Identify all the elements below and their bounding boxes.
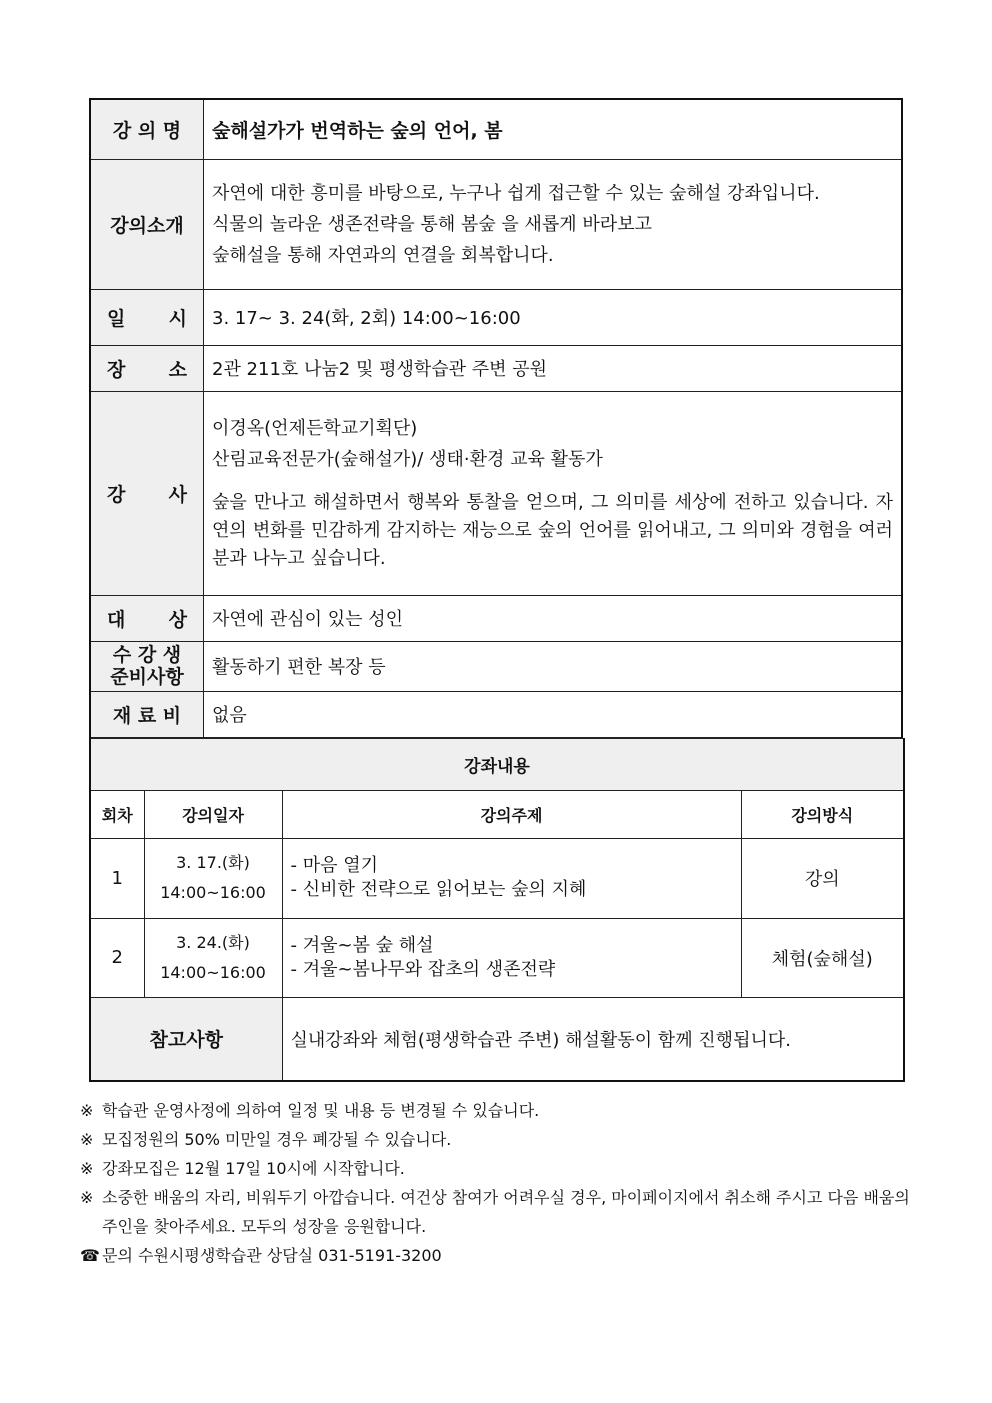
footnote-item: ※ 학습관 운영사정에 의하여 일정 및 내용 등 변경될 수 있습니다.: [80, 1096, 920, 1125]
reference-mark-icon: ※: [80, 1188, 94, 1207]
row-instructor: [90, 391, 902, 595]
course-info-table: [89, 98, 903, 738]
session-method: 체험(숲해설): [741, 918, 904, 997]
schedule-section-row: [90, 738, 904, 790]
header-topic: 강의주제: [282, 790, 741, 838]
reference-mark-icon: ※: [80, 1130, 94, 1149]
session-date: 3. 17.(화) 14:00~16:00: [144, 838, 282, 918]
date-label: 일 시: [90, 289, 204, 345]
intro-text: [204, 159, 903, 289]
header-date: 강의일자: [144, 790, 282, 838]
instructor-bio: 숲을 만나고 해설하면서 행복와 통찰을 얻으며, 그 의미를 세상에 전하고 있습니다. 자연의 변화를 민감하게 감지하는 재능으로 숲의 언어를 읽어내고, 그 의미와 경험을 여러분과 나누고 싶습니다.: [212, 492, 893, 569]
header-no: 회차: [90, 790, 144, 838]
session-no: 2: [90, 918, 144, 997]
course-title: 숲해설가가 번역하는 숲의 언어, 봄: [204, 99, 903, 159]
contact-text: 문의 수원시평생학습관 상담실 031-5191-3200: [102, 1246, 442, 1265]
schedule-table: [89, 738, 905, 1083]
reference-mark-icon: ※: [80, 1101, 94, 1120]
row-target: [90, 595, 902, 641]
fee-label: 재 료 비: [90, 691, 204, 737]
session-date: 3. 24.(화) 14:00~16:00: [144, 918, 282, 997]
prep-value: 활동하기 편한 복장 등: [204, 641, 903, 691]
contact-line: [80, 1241, 920, 1270]
row-title: [90, 99, 902, 159]
row-intro: [90, 159, 902, 289]
footnote-item: ※ 강좌모집은 12월 17일 10시에 시작합니다.: [80, 1154, 920, 1183]
intro-label: 강의소개: [90, 159, 204, 289]
intro-line: 자연에 대한 흥미를 바탕으로, 누구나 쉽게 접근할 수 있는 숲해설 강좌입니다.: [212, 182, 820, 204]
footnotes: [80, 1096, 920, 1270]
session-method: 강의: [741, 838, 904, 918]
topic-item: - 신비한 전략으로 읽어보는 숲의 지혜: [290, 879, 587, 900]
topic-item: - 겨울~봄나무와 잡초의 생존전략: [290, 958, 556, 980]
phone-icon: ☎: [80, 1246, 100, 1265]
row-place: [90, 345, 902, 391]
note-value: 실내강좌와 체험(평생학습관 주변) 해설활동이 함께 진행됩니다.: [282, 997, 904, 1081]
schedule-section-title: 강좌내용: [90, 738, 904, 790]
instructor-name: 이경옥(언제든학교기획단): [212, 418, 418, 439]
header-method: 강의방식: [741, 790, 904, 838]
course-sheet: [89, 98, 903, 1082]
fee-value: 없음: [204, 691, 903, 737]
footnote-item: ※ 소중한 배움의 자리, 비워두기 아깝습니다. 여건상 참여가 어려우실 경우, 마이페이지에서 취소해 주시고 다음 배움의 주인을 찾아주세요. 모두의 성장을 응원합니다.: [80, 1183, 920, 1241]
intro-line: 식물의 놀라운 생존전략을 통해 봄숲 을 새롭게 바라보고: [212, 213, 652, 235]
row-prep: [90, 641, 902, 691]
target-value: 자연에 관심이 있는 성인: [204, 595, 903, 641]
date-value: 3. 17~ 3. 24(화, 2회) 14:00~16:00: [204, 289, 903, 345]
prep-label: 수 강 생 준비사항: [90, 641, 204, 691]
session-topics: [282, 918, 741, 997]
instructor-role: 산림교육전문가(숲해설가)/ 생태·환경 교육 활동가: [212, 449, 603, 470]
table-row: [90, 918, 904, 997]
intro-line: 숲해설을 통해 자연과의 연결을 회복합니다.: [212, 244, 554, 266]
footnote-item: ※ 모집정원의 50% 미만일 경우 폐강될 수 있습니다.: [80, 1125, 920, 1154]
place-label: 장 소: [90, 345, 204, 391]
title-label: 강 의 명: [90, 99, 204, 159]
topic-item: - 마음 열기: [290, 855, 378, 876]
table-row: [90, 838, 904, 918]
instructor-label: 강 사: [90, 391, 204, 595]
schedule-header-row: [90, 790, 904, 838]
instructor-info: [204, 391, 903, 595]
place-value: 2관 211호 나눔2 및 평생학습관 주변 공원: [204, 345, 903, 391]
session-topics: [282, 838, 741, 918]
note-label: 참고사항: [90, 997, 282, 1081]
target-label: 대 상: [90, 595, 204, 641]
session-no: 1: [90, 838, 144, 918]
row-fee: [90, 691, 902, 737]
topic-item: - 겨울~봄 숲 해설: [290, 934, 434, 956]
reference-mark-icon: ※: [80, 1159, 94, 1178]
note-row: [90, 997, 904, 1081]
row-date: [90, 289, 902, 345]
